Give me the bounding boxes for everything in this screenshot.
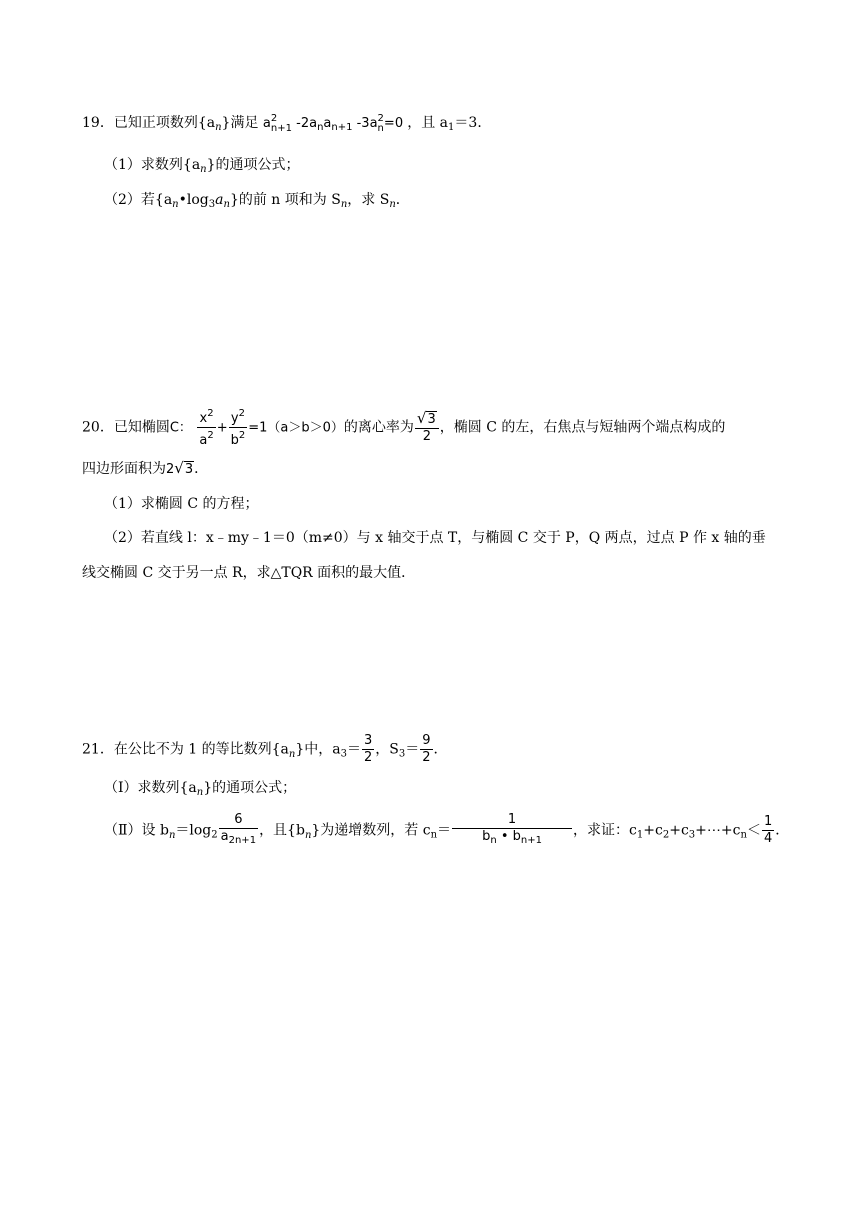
q21-s3-value: $\frac{9}{2}$ xyxy=(422,733,431,765)
q19-part1: （1）求数列$\{a_n\}$的通项公式； xyxy=(104,157,300,175)
q21-cn-frac: $\frac{1}{b_n • b_{n+1}}$ xyxy=(452,812,572,849)
q21-part2: （Ⅱ）设 $b_n=\log_2$ $\frac{6}{a_{2n+1}}$ ，且$\{b_n\}$为递增数列，若 $c_n=$ $\frac{1}{b_n • b_{n+1}}$ ，求证：$c_1+c_2+c_3+\cdots+c_n<$ $\frac{1}{4}$ ． xyxy=(104,812,789,849)
q20-part2-line2: 线交椭圆 C 交于另一点 R，求△TQR 面积的最大值． xyxy=(82,565,416,581)
q19-number: 19． xyxy=(82,115,114,131)
q20-area-value: 2√3 xyxy=(166,459,194,477)
q19-stem: 19．已知正项数列$\{a_n\}$满足 a 2 n+1 $-2a_na_{n+1}$ -3a 2 n =0 ，且 $a_1=3$． xyxy=(82,112,492,134)
q20-part1: （1）求椭圆 C 的方程； xyxy=(104,496,259,512)
q20-number: 20． xyxy=(82,419,114,436)
q20-line2: 四边形面积为2√3． xyxy=(82,459,209,477)
q19-part2: （2）若$\{a_n•\log_3a_n\}$的前 n 项和为 $S_n$，求 $S_n$． xyxy=(104,192,410,210)
q21-number: 21． xyxy=(82,741,114,758)
q20-frac-x: $\frac{x^2}{a^2}$ xyxy=(199,408,214,448)
q20-stem: 20．已知椭圆C： $\frac{x^2}{a^2}$ + $\frac{y^2}{b^2}$ =1（a＞b＞0）的离心率为 $\frac{√3}{2}$ ，椭圆 C 的左，右焦点与短轴两个端点构成的 xyxy=(82,408,726,448)
q20-eccentricity: $\frac{√3}{2}$ xyxy=(415,410,439,445)
q21-log-frac: $\frac{6}{a_{2n+1}}$ xyxy=(219,812,258,849)
q20-frac-y: $\frac{y^2}{b^2}$ xyxy=(230,408,246,448)
q21-part1: （Ⅰ）求数列$\{a_n\}$的通项公式； xyxy=(104,780,297,798)
q19-equation: a 2 n+1 $-2a_na_{n+1}$ -3a 2 n =0 xyxy=(262,112,404,134)
q21-a3-value: $\frac{3}{2}$ xyxy=(363,733,373,765)
q21-bound-frac: $\frac{1}{4}$ xyxy=(763,814,773,846)
q20-part2-line1: （2）若直线 l：x﹣my﹣1＝0（m≠0）与 x 轴交于点 T，与椭圆 C 交于 P，Q 两点，过点 P 作 x 轴的垂 xyxy=(104,530,766,546)
q21-stem: 21．在公比不为 1 的等比数列$\{a_n\}$中，$a_3=$ $\frac{3}{2}$ ，$S_3=$ $\frac{9}{2}$ ． xyxy=(82,733,448,765)
